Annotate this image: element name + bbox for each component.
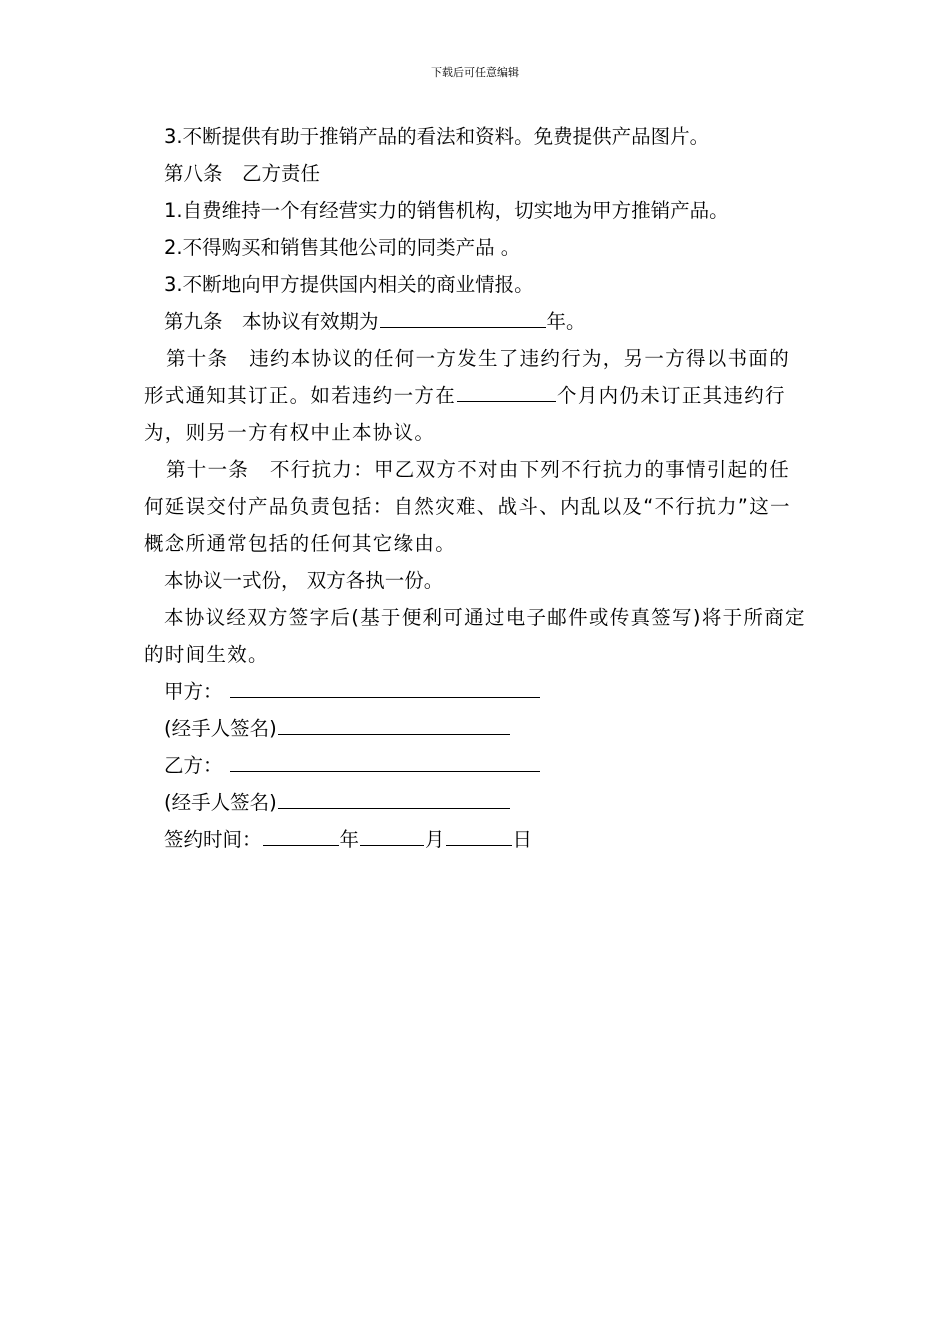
year-blank[interactable] [263, 844, 339, 846]
article-10-text-2: 个月内仍未订正其违约行为，则另一方有权中止本协议。 [144, 384, 786, 444]
clause-item-2: 2.不得购买和销售其他公司的同类产品 。 [164, 236, 521, 259]
article-8-heading: 第八条 乙方责任 [164, 162, 321, 185]
day-blank[interactable] [446, 844, 512, 846]
sign-date-label: 签约时间： [164, 828, 262, 851]
agent-b-label: (经手人签名) [164, 791, 277, 814]
article-9-suffix: 年。 [546, 310, 586, 333]
agent-a-blank[interactable] [278, 733, 510, 735]
agent-b-blank[interactable] [278, 807, 510, 809]
agent-a-label: (经手人签名) [164, 717, 277, 740]
article-10-text: 第十条 违约本协议的任何一方发生了违约行为，另一方得以书面的形式通知其订正。如若违约一方在 [144, 347, 791, 407]
article-9-text: 第九条 本协议有效期为 [164, 310, 379, 333]
sign-date-line [144, 821, 809, 858]
article-10 [144, 340, 809, 451]
day-label: 日 [512, 828, 533, 851]
clause-item-1: 1.自费维持一个有经营实力的销售机构，切实地为甲方推销产品。 [164, 199, 729, 222]
months-blank[interactable] [457, 400, 556, 402]
clause-item-3a: 3.不断提供有助于推销产品的看法和资料。免费提供产品图片。 [164, 125, 710, 148]
party-a-blank[interactable] [230, 696, 540, 698]
party-a-line [144, 673, 809, 710]
month-label: 月 [425, 828, 445, 851]
term-years-blank[interactable] [380, 326, 546, 328]
agent-a-line [144, 710, 809, 747]
page-header: 下载后可任意编辑 [431, 66, 519, 79]
copies-clause: 本协议一式份， 双方各执一份。 [164, 569, 444, 592]
year-label: 年 [339, 828, 360, 851]
article-9 [144, 303, 809, 340]
article-11: 第十一条 不行抗力：甲乙双方不对由下列不行抗力的事情引起的任何延误交付产品负责包括：自然灾难、战斗、内乱以及“不行抗力”这一概念所通常包括的任何其它缘由。 [144, 458, 791, 555]
clause-item-3b: 3.不断地向甲方提供国内相关的商业情报。 [164, 273, 534, 296]
party-b-blank[interactable] [230, 770, 540, 772]
agent-b-line [144, 784, 809, 821]
party-a-label: 甲方： [164, 680, 223, 703]
party-b-line [144, 747, 809, 784]
month-blank[interactable] [360, 844, 424, 846]
effective-clause: 本协议经双方签字后(基于便利可通过电子邮件或传真签写)将于所商定的时间生效。 [144, 606, 806, 666]
document-body [144, 118, 809, 858]
party-b-label: 乙方： [164, 754, 223, 777]
